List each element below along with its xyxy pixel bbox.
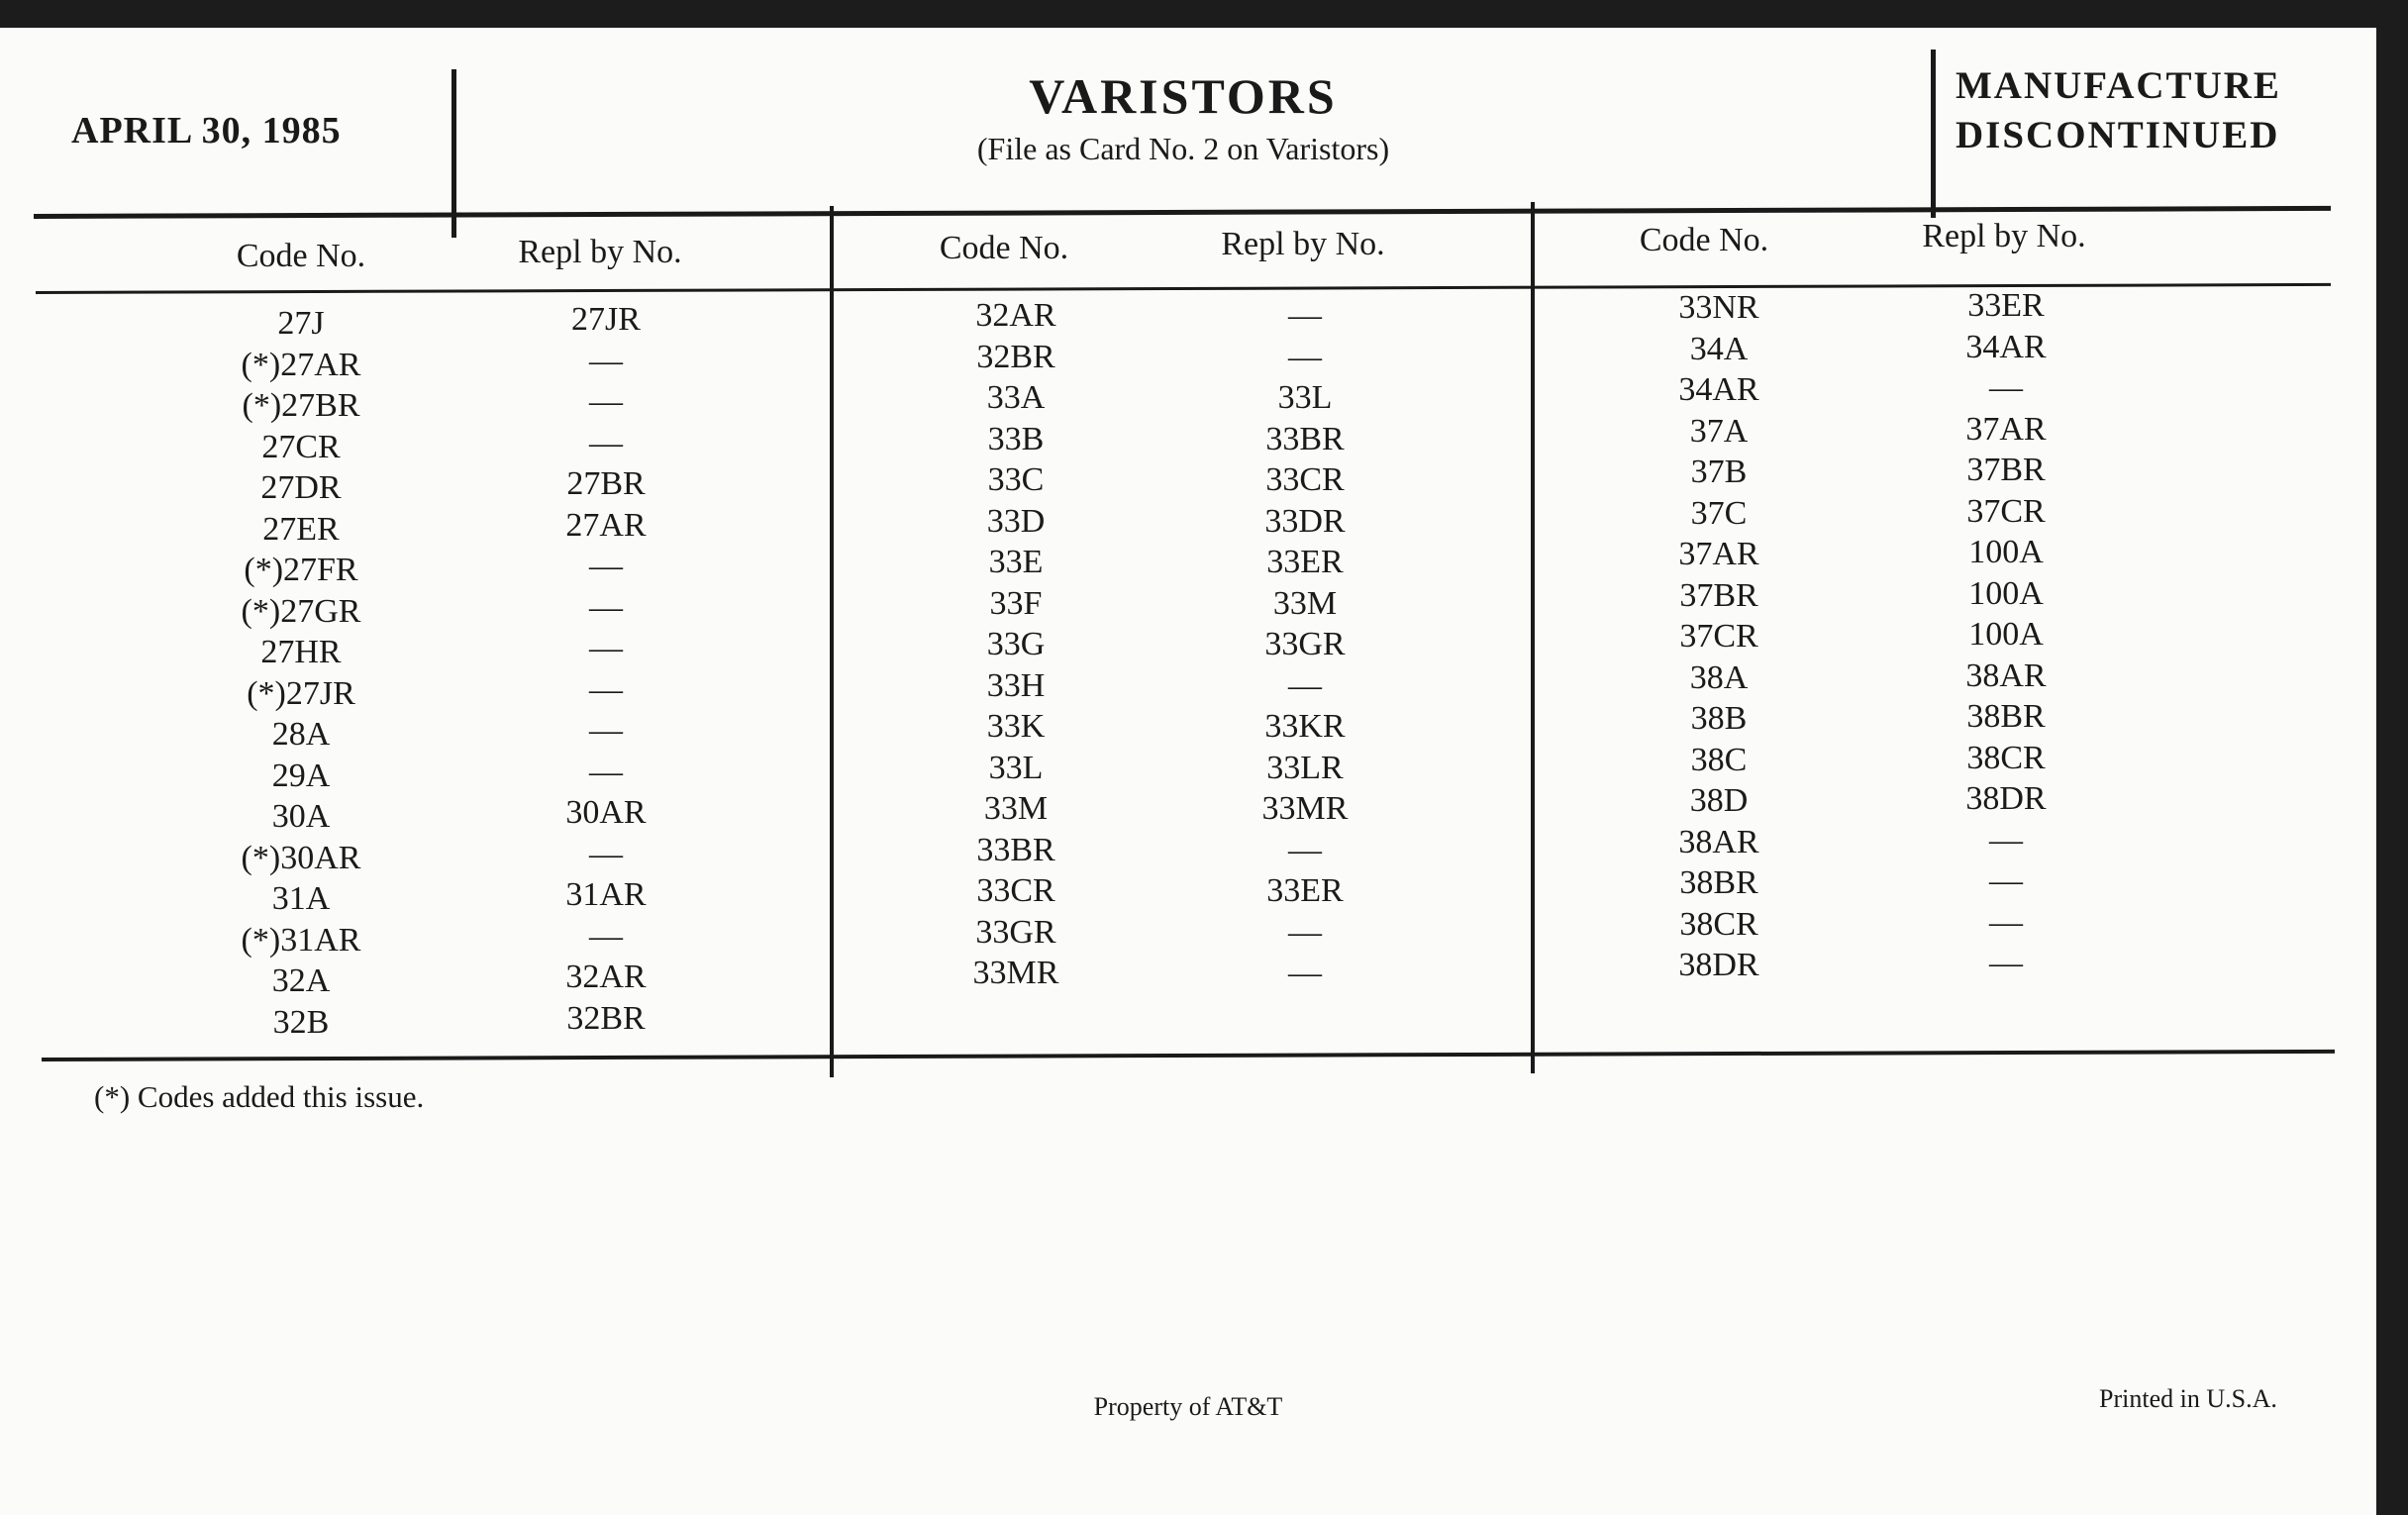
repl-cell: 33MR xyxy=(1261,790,1349,827)
code-cell: (*)31AR xyxy=(241,921,361,959)
code-cell: 38D xyxy=(1689,782,1749,819)
repl-cell: — xyxy=(589,712,623,749)
repl-cell: 34AR xyxy=(1965,328,2047,365)
scan-border-top xyxy=(0,0,2408,28)
repl-cell: 37AR xyxy=(1965,410,2047,448)
repl-cell: 100A xyxy=(1968,534,2044,570)
code-cell: 33G xyxy=(986,626,1046,662)
issue-date: APRIL 30, 1985 xyxy=(71,110,342,152)
document-subtitle: (File as Card No. 2 on Varistors) xyxy=(976,131,1390,166)
repl-cell: 38BR xyxy=(1966,698,2046,735)
repl-cell: — xyxy=(589,588,623,626)
repl-cell: — xyxy=(1989,945,2023,981)
code-cell: 38DR xyxy=(1678,947,1759,983)
repl-cell: 100A xyxy=(1968,574,2044,612)
code-cell: (*)27GR xyxy=(241,592,361,630)
code-cell: 33L xyxy=(988,749,1044,786)
repl-cell: 100A xyxy=(1968,616,2044,653)
repl-cell: 33LR xyxy=(1266,749,1344,786)
code-cell: 37B xyxy=(1690,454,1748,490)
repl-cell: 37CR xyxy=(1966,492,2046,530)
code-cell: 33F xyxy=(989,584,1043,622)
code-cell: 33H xyxy=(986,666,1046,704)
repl-cell: — xyxy=(589,342,623,379)
repl-cell: 33BR xyxy=(1265,420,1345,457)
repl-cell: 33ER xyxy=(1266,544,1344,580)
code-cell: 37BR xyxy=(1679,576,1758,614)
repl-cell: — xyxy=(589,835,623,872)
code-cell: 38C xyxy=(1690,741,1748,778)
code-cell: 27J xyxy=(277,305,325,342)
repl-cell: — xyxy=(1288,913,1322,951)
repl-cell: 32BR xyxy=(566,999,646,1037)
table-bottom-rule xyxy=(42,1050,2335,1061)
property-notice: Property of AT&T xyxy=(1093,1392,1283,1421)
status-line-1: MANUFACTURE xyxy=(1956,64,2281,107)
column-divider-2 xyxy=(1531,202,1535,1073)
repl-cell: — xyxy=(1288,666,1322,704)
code-cell: 38AR xyxy=(1678,823,1759,860)
repl-cell: — xyxy=(1989,821,2023,858)
code-cell: 27CR xyxy=(261,428,341,465)
repl-cell: — xyxy=(589,670,623,708)
status-line-2: DISCONTINUED xyxy=(1956,114,2280,156)
code-cell: 37CR xyxy=(1679,618,1758,655)
code-cell: 38BR xyxy=(1679,864,1758,901)
footnote: (*) Codes added this issue. xyxy=(94,1079,425,1114)
repl-cell: 32AR xyxy=(565,959,647,995)
repl-cell: 30AR xyxy=(565,794,647,831)
code-cell: 37C xyxy=(1690,494,1748,532)
code-cell: 38B xyxy=(1690,700,1748,737)
repl-cell: 33GR xyxy=(1264,626,1346,662)
repl-cell: 38CR xyxy=(1966,739,2046,776)
code-cell: 27HR xyxy=(260,634,342,670)
repl-column-2 xyxy=(1156,295,1454,994)
code-cell: 31A xyxy=(271,880,331,917)
repl-cell: — xyxy=(1288,297,1322,334)
repl-header-3: Repl by No. xyxy=(1922,218,2086,254)
code-cell: 27DR xyxy=(260,469,342,506)
code-cell: 33B xyxy=(987,420,1045,457)
code-cell: 33M xyxy=(983,790,1049,827)
code-cell: 33D xyxy=(986,502,1046,540)
repl-cell: — xyxy=(1288,338,1322,375)
header-divider-right xyxy=(1931,50,1936,218)
code-cell: 33C xyxy=(987,461,1045,498)
repl-cell: 33DR xyxy=(1264,502,1346,540)
repl-cell: 33ER xyxy=(1266,872,1344,909)
code-cell: 37AR xyxy=(1678,536,1759,572)
repl-cell: — xyxy=(589,917,623,955)
code-cell: 32BR xyxy=(976,338,1055,375)
column-divider-1 xyxy=(830,206,834,1077)
code-header-3: Code No. xyxy=(1639,222,1769,258)
code-cell: 32AR xyxy=(975,297,1056,334)
repl-cell: 33CR xyxy=(1265,461,1345,498)
code-cell: (*)30AR xyxy=(241,839,361,876)
code-cell: 34AR xyxy=(1678,371,1759,408)
document-card xyxy=(0,28,2376,1515)
repl-cell: 27BR xyxy=(566,465,646,502)
code-cell: 38CR xyxy=(1679,905,1758,943)
repl-cell: 33KR xyxy=(1264,708,1346,745)
repl-cell: 27AR xyxy=(565,506,647,544)
code-cell: 33BR xyxy=(976,831,1055,868)
repl-cell: — xyxy=(1288,955,1322,991)
code-cell: 28A xyxy=(271,716,331,753)
repl-cell: 27JR xyxy=(571,301,641,338)
printed-notice: Printed in U.S.A. xyxy=(2099,1384,2277,1413)
repl-cell: 37BR xyxy=(1966,452,2046,488)
repl-cell: 33ER xyxy=(1967,287,2045,324)
repl-cell: 31AR xyxy=(565,876,647,913)
repl-cell: — xyxy=(1288,831,1322,868)
code-cell: 38A xyxy=(1689,658,1749,696)
repl-column-1 xyxy=(457,299,754,1039)
repl-column-3 xyxy=(1857,285,2155,984)
code-cell: 33MR xyxy=(972,955,1059,991)
code-cell: 34A xyxy=(1689,330,1749,367)
code-cell: (*)27BR xyxy=(242,387,360,424)
code-cell: 33NR xyxy=(1678,289,1759,326)
code-header-2: Code No. xyxy=(939,230,1069,266)
repl-header-1: Repl by No. xyxy=(518,234,682,270)
code-column-3 xyxy=(1570,287,1867,986)
repl-cell: — xyxy=(1989,369,2023,406)
code-cell: 33GR xyxy=(975,913,1056,951)
code-cell: 33K xyxy=(986,708,1046,745)
repl-cell: 33L xyxy=(1277,379,1333,416)
repl-cell: — xyxy=(589,630,623,666)
repl-cell: — xyxy=(589,548,623,584)
document-title: VARISTORS xyxy=(1029,68,1338,124)
repl-cell: — xyxy=(589,753,623,790)
repl-cell: 38AR xyxy=(1965,656,2047,694)
code-cell: 33CR xyxy=(976,872,1055,909)
repl-header-2: Repl by No. xyxy=(1221,226,1385,262)
code-cell: 33A xyxy=(986,379,1046,416)
code-column-2 xyxy=(867,295,1164,994)
repl-cell: — xyxy=(1989,862,2023,899)
repl-cell: 33M xyxy=(1272,584,1338,622)
code-cell: (*)27JR xyxy=(247,674,355,712)
repl-cell: — xyxy=(1989,903,2023,941)
code-cell: 27ER xyxy=(262,510,340,548)
repl-cell: 38DR xyxy=(1965,780,2047,817)
code-cell: (*)27AR xyxy=(241,346,361,383)
code-cell: 29A xyxy=(271,757,331,794)
code-cell: 37A xyxy=(1689,412,1749,450)
repl-cell: — xyxy=(589,424,623,461)
repl-cell: — xyxy=(589,383,623,420)
code-header-1: Code No. xyxy=(236,238,366,274)
code-cell: (*)27FR xyxy=(244,552,358,588)
code-cell: 32B xyxy=(272,1003,330,1041)
code-cell: 33E xyxy=(988,544,1044,580)
scan-border-right xyxy=(2376,0,2408,1515)
code-cell: 32A xyxy=(271,962,331,999)
status-label xyxy=(1956,61,2281,160)
code-column-1 xyxy=(152,303,450,1043)
code-cell: 30A xyxy=(271,798,331,835)
